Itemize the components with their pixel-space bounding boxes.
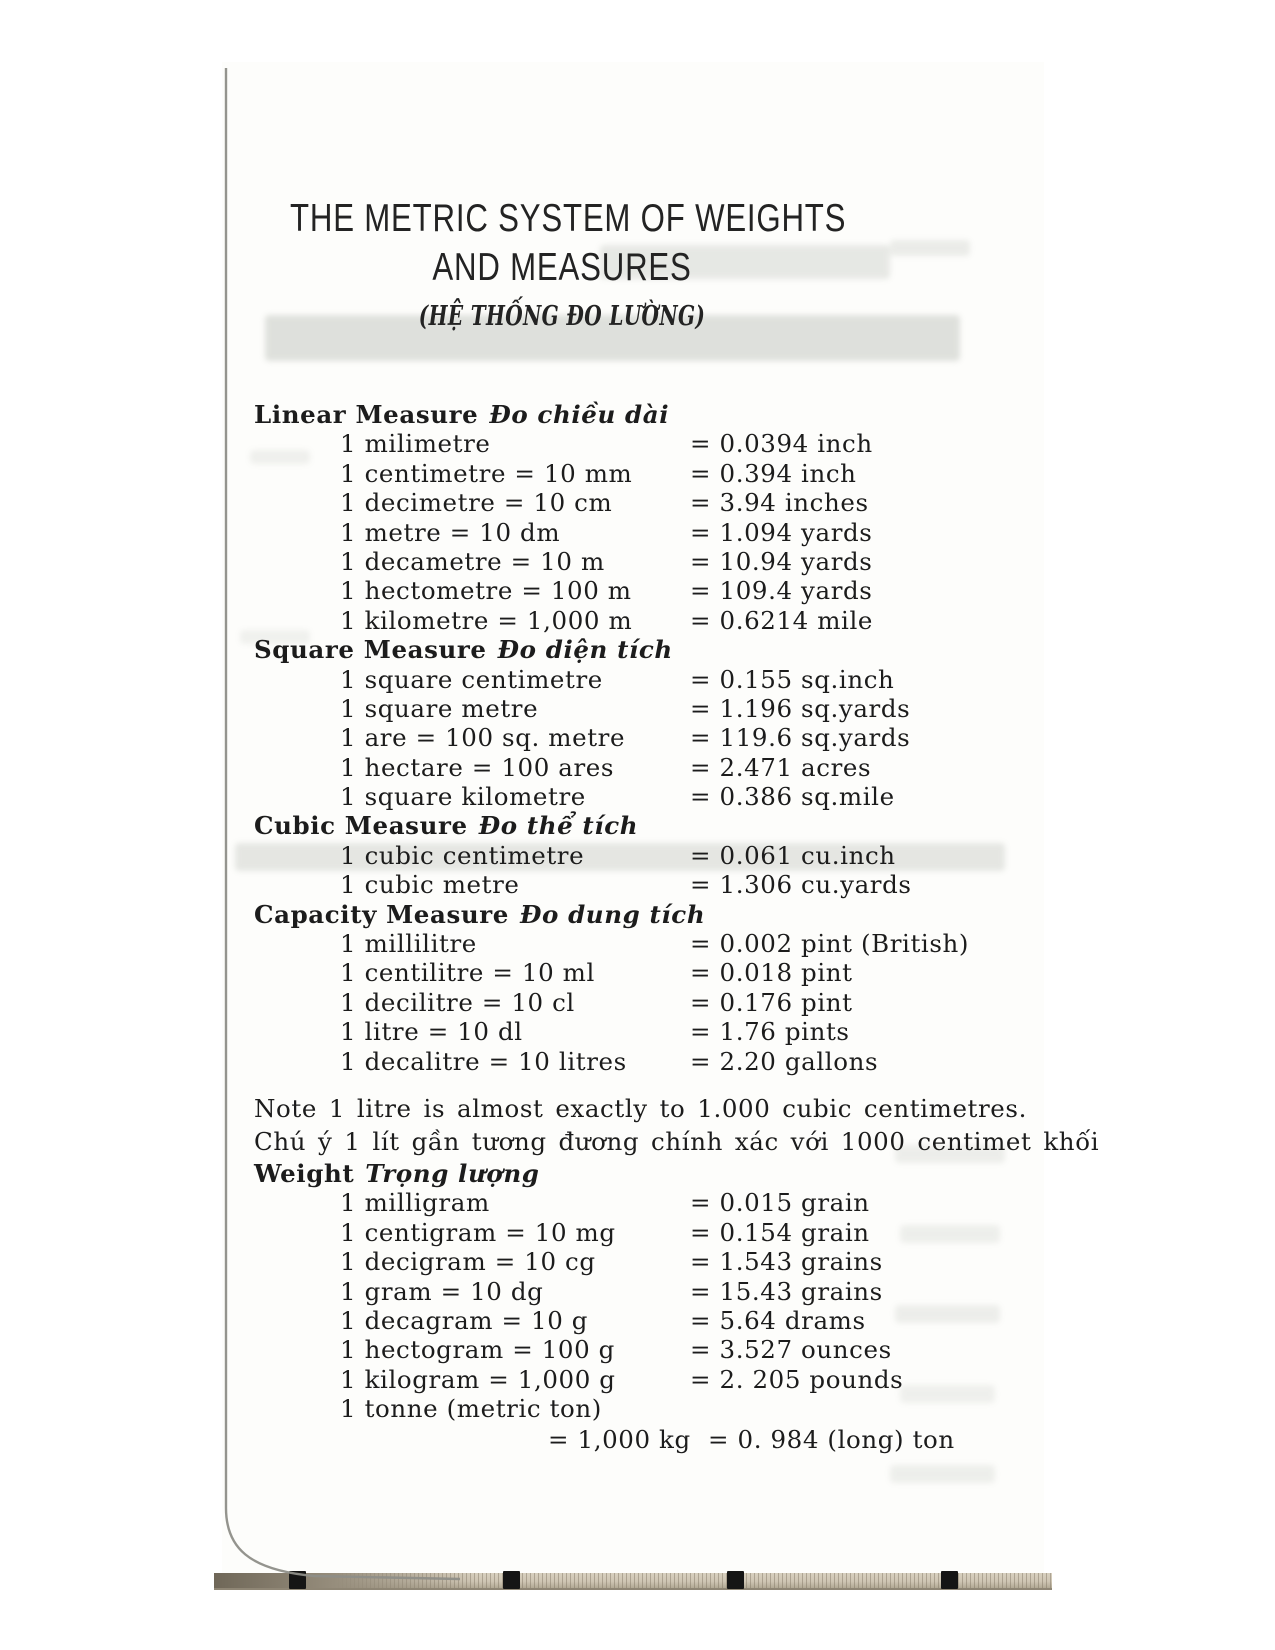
measure-value: = 0.0394 inch <box>690 429 873 459</box>
measure-term: 1 decagram = 10 g <box>340 1305 589 1335</box>
section-heading-en: Square Measure <box>254 635 487 665</box>
measure-value: = 3.527 ounces <box>690 1335 892 1365</box>
measure-term: 1 square kilometre <box>340 782 586 812</box>
measure-row <box>254 929 1029 958</box>
measure-value: = 0.394 inch <box>690 458 857 488</box>
footer-ton-value: = 0. 984 (long) ton <box>708 1424 955 1454</box>
section-heading-vi: Trọng lượng <box>365 1158 540 1188</box>
measure-row <box>254 958 1029 987</box>
measure-term: 1 decametre = 10 m <box>340 546 605 576</box>
measure-term: 1 decalitre = 10 litres <box>340 1046 627 1076</box>
measure-term: 1 litre = 10 dl <box>340 1017 523 1047</box>
measure-term: 1 milimetre <box>340 429 491 459</box>
measure-value: = 0.6214 mile <box>690 605 874 635</box>
measure-term: 1 square metre <box>340 693 539 723</box>
measure-row <box>254 1247 1029 1276</box>
measure-row <box>254 1306 1029 1335</box>
page-title-line1: THE METRIC SYSTEM OF WEIGHTS <box>290 197 847 240</box>
measure-row <box>254 1335 1029 1364</box>
measure-value: = 2. 205 pounds <box>690 1364 904 1394</box>
measure-term: 1 milligram <box>340 1188 490 1218</box>
measure-row <box>254 841 1029 870</box>
page-subtitle-vietnamese: (HỆ THỐNG ĐO LƯỜNG) <box>418 301 706 332</box>
measure-value: = 2.471 acres <box>690 752 872 782</box>
measure-row <box>254 1277 1029 1306</box>
measure-row <box>254 694 1029 723</box>
page-curl-shadow <box>214 1573 479 1588</box>
bleed-through-mark <box>890 1465 995 1483</box>
measure-value: = 10.94 yards <box>690 546 873 576</box>
page-edge-strip <box>214 1573 1052 1590</box>
measure-term: 1 hectogram = 100 g <box>340 1335 615 1365</box>
measure-term: 1 hectometre = 100 m <box>340 576 632 606</box>
measure-row <box>254 870 1029 899</box>
measure-term: 1 decigram = 10 cg <box>340 1247 596 1277</box>
measure-row <box>254 782 1029 811</box>
footer-kg-value: = 1,000 kg <box>548 1424 691 1454</box>
measure-value: = 3.94 inches <box>690 488 869 518</box>
measure-row <box>254 429 1029 458</box>
section-heading <box>254 1159 1029 1188</box>
page-title-line2: AND MEASURES <box>432 246 692 289</box>
measure-value: = 0.386 sq.mile <box>690 782 895 812</box>
measure-row <box>254 459 1029 488</box>
measure-row <box>254 1017 1029 1046</box>
measure-term: 1 decimetre = 10 cm <box>340 488 613 518</box>
measure-term: 1 hectare = 100 ares <box>340 752 615 782</box>
index-tab-mark <box>727 1571 744 1589</box>
measure-row <box>254 488 1029 517</box>
measure-row <box>254 547 1029 576</box>
measure-term: 1 are = 100 sq. metre <box>340 723 626 753</box>
book-page-sheet <box>222 62 1100 1578</box>
section-heading-en: Cubic Measure <box>254 811 468 841</box>
measure-value: = 0.018 pint <box>690 958 853 988</box>
measure-value: = 2.20 gallons <box>690 1046 879 1076</box>
measure-term: 1 gram = 10 dg <box>340 1276 544 1306</box>
measure-term: 1 decilitre = 10 cl <box>340 987 575 1017</box>
measure-row <box>254 665 1029 694</box>
note-vietnamese: Chú ý 1 lít gần tương đương chính xác với 1000 centimet khối <box>254 1126 1100 1156</box>
measure-term: 1 square centimetre <box>340 664 603 694</box>
section-heading-vi: Đo chiều dài <box>489 400 670 429</box>
measure-value: = 119.6 sq.yards <box>690 723 911 753</box>
section-heading <box>254 900 1029 929</box>
measure-value: = 1.196 sq.yards <box>690 693 911 723</box>
note-block <box>254 1092 1100 1158</box>
measure-value: = 5.64 drams <box>690 1305 866 1335</box>
measure-term: 1 cubic metre <box>340 870 520 900</box>
measure-term: 1 cubic centimetre <box>340 840 585 870</box>
measure-value: = 0.176 pint <box>690 987 853 1017</box>
measure-term: 1 metre = 10 dm <box>340 517 561 547</box>
measure-term: 1 tonne (metric ton) <box>340 1394 602 1424</box>
measure-row <box>254 723 1029 752</box>
measure-row <box>254 518 1029 547</box>
measure-value: = 1.306 cu.yards <box>690 870 912 900</box>
measure-row <box>254 1394 1029 1423</box>
measure-term: 1 kilogram = 1,000 g <box>340 1364 616 1394</box>
measure-value: = 109.4 yards <box>690 576 873 606</box>
measure-value: = 1.094 yards <box>690 517 873 547</box>
section-heading-vi: Đo dung tích <box>519 899 706 929</box>
measure-row <box>254 1047 1029 1076</box>
measure-row <box>254 1365 1029 1394</box>
section-heading-en: Capacity Measure <box>254 899 509 929</box>
measure-value: = 0.155 sq.inch <box>690 664 895 694</box>
measure-row <box>254 1218 1029 1247</box>
measure-row <box>254 576 1029 605</box>
measure-term: 1 centigram = 10 mg <box>340 1217 616 1247</box>
bleed-through-mark <box>890 240 970 256</box>
measure-value: = 0.061 cu.inch <box>690 840 896 870</box>
measure-tables <box>254 400 1100 1455</box>
measure-value: = 15.43 grains <box>690 1276 883 1306</box>
section-heading <box>254 635 1029 664</box>
measure-term: 1 centilitre = 10 ml <box>340 958 595 988</box>
index-tab-mark <box>289 1571 306 1589</box>
measure-row <box>254 753 1029 782</box>
section-heading <box>254 811 1029 840</box>
page-title-block <box>222 194 902 334</box>
measure-value: = 0.015 grain <box>690 1188 870 1218</box>
measure-term: 1 millilitre <box>340 929 477 959</box>
measure-value: = 1.543 grains <box>690 1247 883 1277</box>
measure-value: = 1.76 pints <box>690 1017 850 1047</box>
section-heading <box>254 400 1029 429</box>
measure-row <box>254 1188 1029 1217</box>
section-heading-vi: Đo thể tích <box>478 811 639 841</box>
section-heading-en: Weight <box>254 1158 355 1188</box>
measure-row <box>254 988 1029 1017</box>
measure-value: = 0.002 pint (British) <box>690 929 970 959</box>
measure-term: 1 kilometre = 1,000 m <box>340 605 633 635</box>
measure-term: 1 centimetre = 10 mm <box>340 458 633 488</box>
measure-value: = 0.154 grain <box>690 1217 870 1247</box>
index-tab-mark <box>503 1571 520 1589</box>
index-tab-mark <box>941 1571 958 1589</box>
footer-row <box>254 1424 1029 1455</box>
section-heading-en: Linear Measure <box>254 400 479 429</box>
section-heading-vi: Đo diện tích <box>497 635 673 665</box>
note-english: Note 1 litre is almost exactly to 1.000 cubic centimetres. <box>254 1093 1027 1123</box>
measure-row <box>254 606 1029 635</box>
